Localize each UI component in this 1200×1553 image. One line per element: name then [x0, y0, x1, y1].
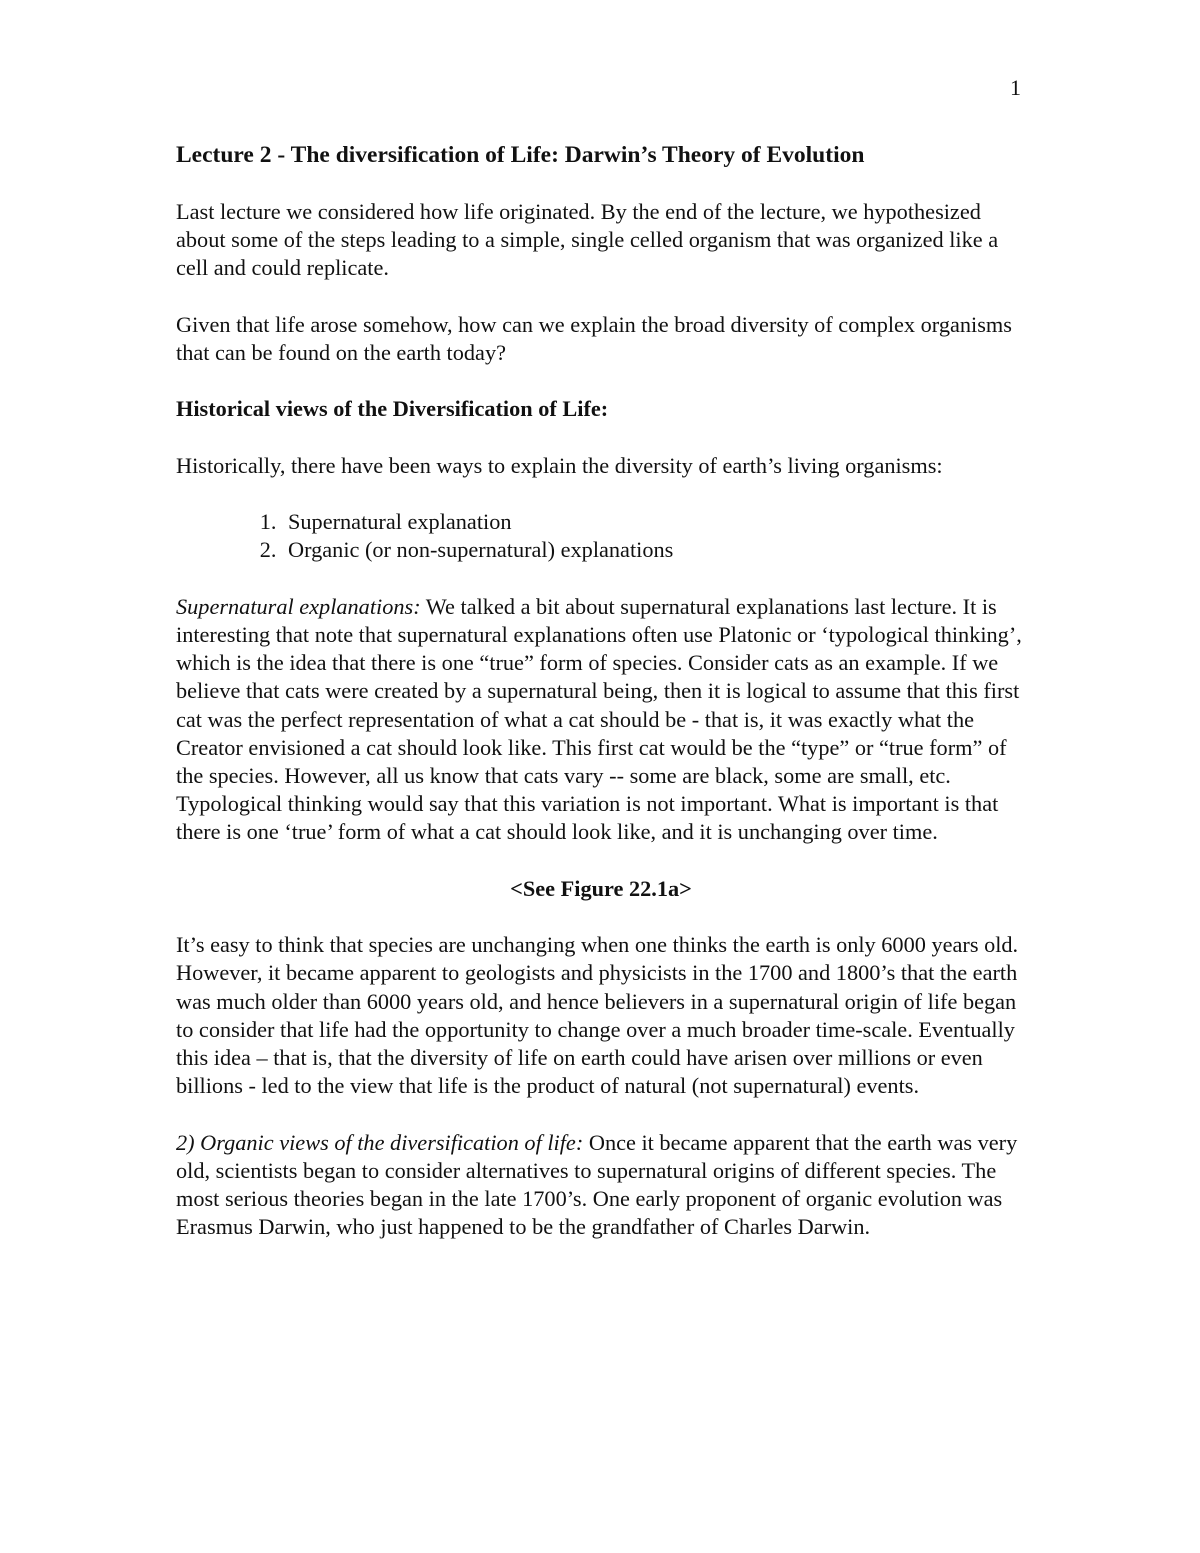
figure-reference: <See Figure 22.1a>: [510, 875, 692, 901]
supernatural-paragraph: [176, 593, 1026, 847]
organic-body: Once it became apparent that the earth was very old, scientists began to consider alternatives to supernatural origins of different species. The most serious theories began in the late 1700’s. One early proponent of organic evolution was Erasmus Darwin, who just happened to be the grandfather of Charles Darwin.: [176, 1129, 1018, 1240]
supernatural-body: We talked a bit about supernatural explanations last lecture. It is interesting that note that supernatural explanations often use Platonic or ‘typological thinking’, which is the idea that there is one “true” form of species. Consider cats as an example. If we believe that cats were created by a supernatural being, then it is logical to assume that this first cat was the perfect representation of what a cat should be - that is, it was exactly what the Creator envisioned a cat should look like. This first cat would be the “type” or “true form” of the species. However, all us know that cats vary -- some are black, some are small, etc. Typological thinking would say that this variation is not important. What is important is that there is one ‘true’ form of what a cat should look like, and it is unchanging over time.: [176, 593, 1022, 845]
list-item: 1. Supernatural explanation: [282, 508, 1026, 536]
document-body: [176, 140, 1026, 1270]
organic-paragraph: [176, 1129, 1026, 1242]
intro-paragraph: Last lecture we considered how life originated. By the end of the lecture, we hypothesized about some of the steps leading to a simple, single celled organism that was organized like a cell and could replicate.: [176, 199, 999, 281]
lecture-title: Lecture 2 - The diversification of Life: Darwin’s Theory of Evolution: [176, 142, 865, 168]
question-paragraph: Given that life arose somehow, how can we explain the broad diversity of complex organisms that can be found on the earth today?: [176, 311, 1012, 365]
historical-intro-paragraph: Historically, there have been ways to explain the diversity of earth’s living organisms:: [176, 452, 943, 478]
section-heading: Historical views of the Diversification of Life:: [176, 396, 609, 422]
page-number: 1: [1010, 75, 1021, 100]
list-item: 2. Organic (or non-supernatural) explanations: [282, 536, 1026, 564]
explanations-list: [176, 508, 1026, 564]
supernatural-lead: Supernatural explanations:: [176, 593, 421, 619]
organic-lead: 2) Organic views of the diversification of life:: [176, 1129, 584, 1155]
earth-age-paragraph: It’s easy to think that species are unchanging when one thinks the earth is only 6000 years old. However, it became apparent to geologists and physicists in the 1700 and 1800’s that the earth was much older than 6000 years old, and hence believers in a supernatural origin of life began to consider that life had the opportunity to change over a much broader time-scale. Eventually this idea – that is, that the diversity of life on earth could have arisen over millions or even billions - led to the view that life is the product of natural (not supernatural) events.: [176, 932, 1019, 1099]
